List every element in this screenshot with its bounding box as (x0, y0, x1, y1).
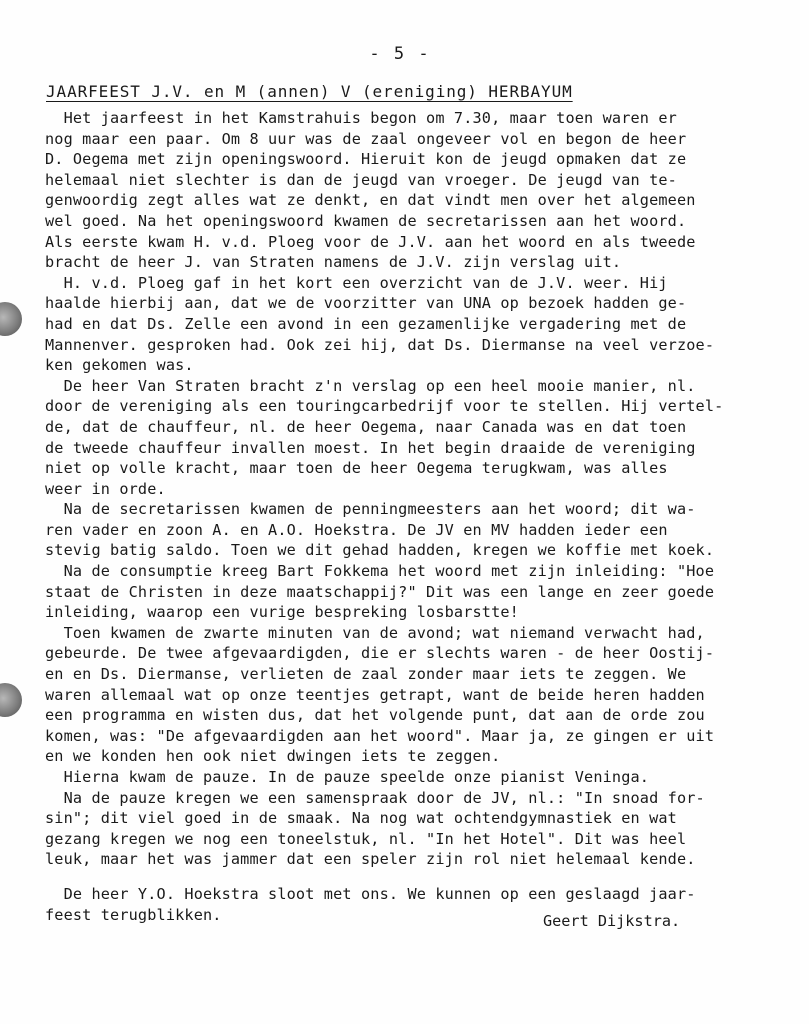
text-line: niet op volle kracht, maar toen de heer Oegema terugkwam, was alles (45, 459, 668, 478)
page-number: - 5 - (369, 44, 431, 64)
punch-hole (0, 302, 22, 336)
text-line: helemaal niet slechter is dan de jeugd van vroeger. De jeugd van te- (45, 170, 677, 189)
text-line: en en Ds. Diermanse, verlieten de zaal zonder maar iets te zeggen. We (45, 665, 687, 684)
article-heading: JAARFEEST J.V. en M (annen) V (ereniging) HERBAYUM (46, 82, 573, 101)
text-line: ken gekomen was. (45, 356, 194, 375)
text-line: Het jaarfeest in het Kamstrahuis begon om 7.30, maar toen waren er (45, 109, 677, 127)
text-line: bracht de heer J. van Straten namens de J.V. zijn verslag uit. (45, 253, 622, 272)
article-body (45, 108, 780, 925)
text-line: gezang kregen we nog een toneelstuk, nl. "In het Hotel". Dit was heel (45, 829, 687, 848)
text-line: door de vereniging als een touringcarbedrijf voor te stellen. Hij vertel- (45, 397, 724, 416)
text-line: Na de pauze kregen we een samenspraak door de JV, nl.: "In snoad for- (45, 788, 705, 807)
text-line: De heer Van Straten bracht z'n verslag op een heel mooie manier, nl. (45, 376, 696, 395)
text-line: sin"; dit viel goed in de smaak. Na nog wat ochtendgymnastiek en wat (45, 809, 677, 828)
text-line: Mannenver. gesproken had. Ook zei hij, dat Ds. Diermanse na veel verzoe- (45, 335, 715, 354)
signature: Geert Dijkstra. (543, 912, 681, 930)
text-line: Toen kwamen de zwarte minuten van de avond; wat niemand verwacht had, (45, 623, 705, 642)
text-line: de tweede chauffeur invallen moest. In het begin draaide de vereniging (45, 438, 696, 457)
text-line: H. v.d. Ploeg gaf in het kort een overzicht van de J.V. weer. Hij (45, 273, 668, 292)
punch-hole (0, 683, 22, 717)
text-line: waren allemaal wat op onze teentjes getrapt, want de beide heren hadden (45, 685, 705, 704)
text-line: genwoordig zegt alles wat ze denkt, en dat vindt men over het algemeen (45, 191, 696, 210)
text-line: feest terugblikken. (45, 905, 222, 924)
text-line: komen, was: "De afgevaardigden aan het woord". Maar ja, ze gingen er uit (45, 726, 715, 745)
text-line: een programma en wisten dus, dat het volgende punt, dat aan de orde zou (45, 706, 705, 725)
text-line: nog maar een paar. Om 8 uur was de zaal ongeveer vol en begon de heer (45, 129, 687, 148)
text-line: Na de secretarissen kwamen de penningmeesters aan het woord; dit wa- (45, 500, 696, 519)
text-line: Hierna kwam de pauze. In de pauze speelde onze pianist Veninga. (45, 768, 650, 786)
text-line: Na de consumptie kreeg Bart Fokkema het woord met zijn inleiding: "Hoe (45, 562, 715, 581)
text-line: ren vader en zoon A. en A.O. Hoekstra. De JV en MV hadden ieder een (45, 520, 668, 539)
paragraph-gap (45, 870, 780, 884)
text-line: Als eerste kwam H. v.d. Ploeg voor de J.V. aan het woord en als tweede (45, 232, 696, 251)
text-line: de, dat de chauffeur, nl. de heer Oegema, naar Canada was en dat toen (45, 417, 687, 436)
text-line: inleiding, waarop een vurige bespreking losbarstte! (45, 603, 519, 622)
text-line: stevig batig saldo. Toen we dit gehad hadden, kregen we koffie met koek. (45, 541, 715, 560)
text-line: had en dat Ds. Zelle een avond in een gezamenlijke vergadering met de (45, 314, 687, 333)
text-line: wel goed. Na het openingswoord kwamen de secretarissen aan het woord. (45, 211, 687, 230)
text-line: D. Oegema met zijn openingswoord. Hieruit kon de jeugd opmaken dat ze (45, 150, 687, 169)
text-line: De heer Y.O. Hoekstra sloot met ons. We kunnen op een geslaagd jaar- (45, 884, 696, 903)
body-paragraphs (45, 108, 780, 870)
text-line: gebeurde. De twee afgevaardigden, die er slechts waren - de heer Oostij- (45, 644, 715, 663)
text-line: weer in orde. (45, 479, 166, 498)
text-line: haalde hierbij aan, dat we de voorzitter van UNA op bezoek hadden ge- (45, 294, 687, 313)
text-line: leuk, maar het was jammer dat een speler zijn rol niet helemaal kende. (45, 850, 696, 869)
text-line: en we konden hen ook niet dwingen iets te zeggen. (45, 747, 501, 766)
text-line: staat de Christen in deze maatschappij?" Dit was een lange en zeer goede (45, 582, 715, 601)
